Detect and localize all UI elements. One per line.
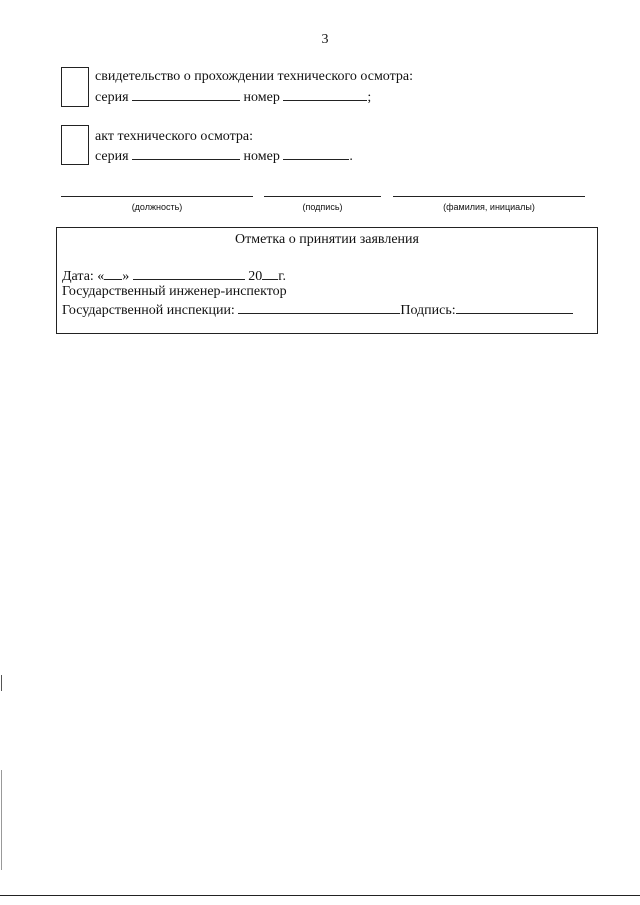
margin-mark xyxy=(1,770,2,870)
inspection-act-fields-row xyxy=(95,147,353,165)
acceptance-date-row xyxy=(62,267,286,285)
date-label: Дата: « xyxy=(62,269,105,284)
certificate-fields-row xyxy=(95,88,371,106)
inspection-signature-row xyxy=(62,301,573,319)
certificate-heading: свидетельство о прохождении технического осмотра: xyxy=(95,69,414,84)
inspection-act-checkbox[interactable] xyxy=(61,125,89,165)
bottom-rule xyxy=(0,895,640,896)
certificate-series-field[interactable] xyxy=(132,88,240,101)
date-year-field[interactable] xyxy=(262,267,278,280)
position-line[interactable] xyxy=(61,196,253,197)
certificate-checkbox[interactable] xyxy=(61,67,89,107)
signature-label: Подпись: xyxy=(400,303,456,318)
certificate-number-label: номер xyxy=(243,90,280,105)
inspection-signature-field[interactable] xyxy=(456,301,573,314)
margin-mark xyxy=(1,675,2,691)
inspection-act-end-punct: . xyxy=(349,149,353,164)
date-month-field[interactable] xyxy=(133,267,245,280)
certificate-series-label: серия xyxy=(95,90,129,105)
signature-caption: (подпись) xyxy=(302,202,343,212)
name-caption: (фамилия, инициалы) xyxy=(443,202,535,212)
date-year-suffix: г. xyxy=(278,269,286,284)
page-number: 3 xyxy=(321,32,329,47)
name-line[interactable] xyxy=(393,196,585,197)
inspection-label: Государственной инспекции: xyxy=(62,303,235,318)
signature-line[interactable] xyxy=(264,196,381,197)
date-year-prefix: 20 xyxy=(248,269,263,284)
inspection-act-number-label: номер xyxy=(243,149,280,164)
inspection-act-series-label: серия xyxy=(95,149,129,164)
inspection-field[interactable] xyxy=(238,301,400,314)
inspection-act-series-field[interactable] xyxy=(132,147,240,160)
date-close: » xyxy=(122,269,130,284)
inspection-act-number-field[interactable] xyxy=(283,147,349,160)
certificate-number-field[interactable] xyxy=(283,88,367,101)
date-day-field[interactable] xyxy=(104,267,122,280)
certificate-end-punct: ; xyxy=(367,90,372,105)
acceptance-title: Отметка о принятии заявления xyxy=(235,232,419,247)
inspector-line: Государственный инженер-инспектор xyxy=(62,284,287,299)
position-caption: (должность) xyxy=(131,202,183,212)
acceptance-box xyxy=(56,227,598,334)
inspection-act-heading: акт технического осмотра: xyxy=(95,129,254,144)
